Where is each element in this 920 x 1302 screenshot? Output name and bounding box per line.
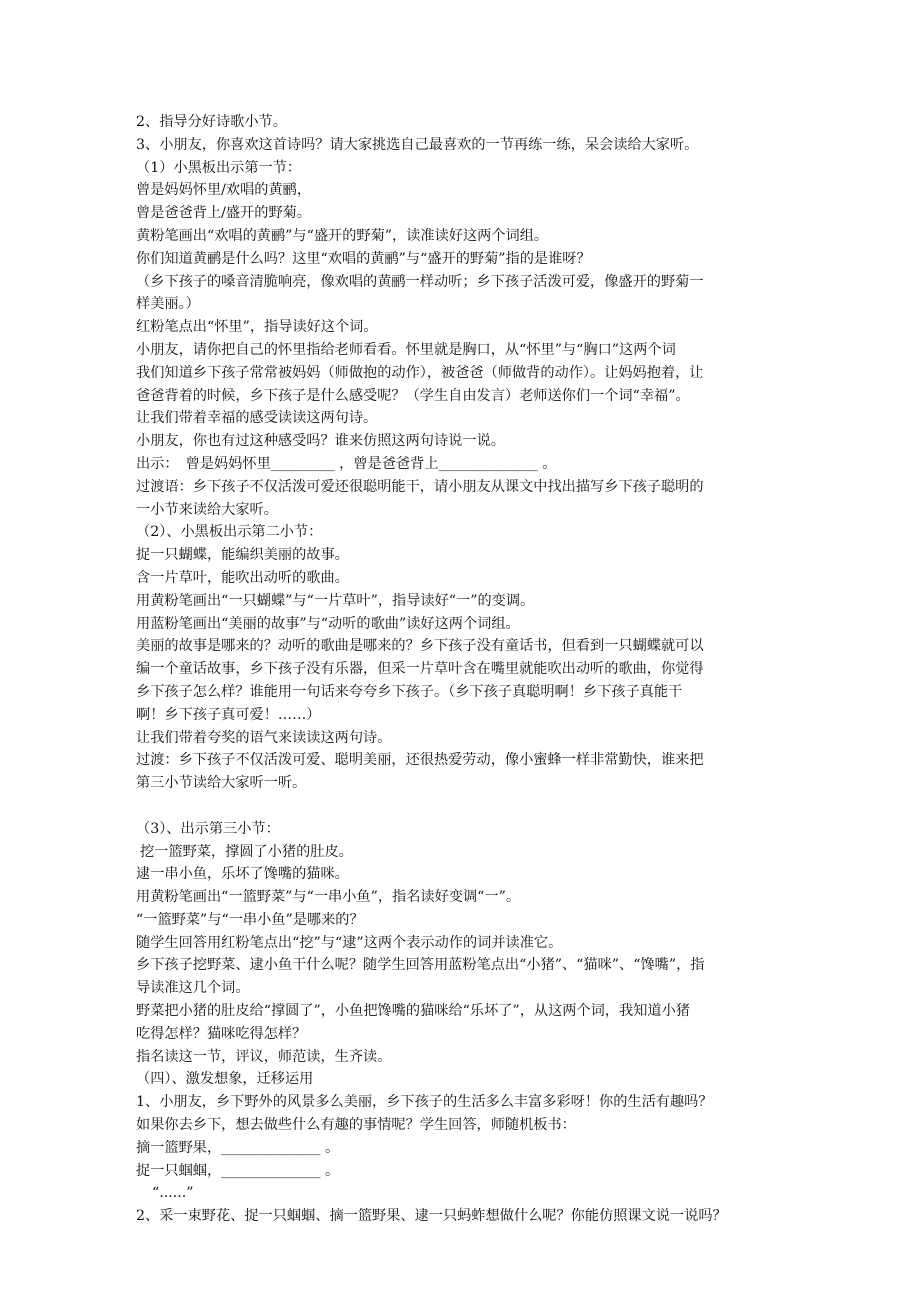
- text-line: 挖一篮野菜，撑圆了小猪的肚皮。: [140, 843, 353, 860]
- text-line: （乡下孩子的嗓音清脆响亮，像欢唱的黄鹂一样动听；乡下孩子活泼可爱，像盛开的野菊一: [136, 273, 704, 290]
- text-line: 样美丽。）: [136, 296, 200, 313]
- text-line: 一小节来读给大家听。: [136, 501, 278, 518]
- text-line: 导读准这几个词。: [136, 980, 250, 997]
- text-line: 如果你去乡下，想去做些什么有趣的事情呢？学生回答，师随机板书：: [136, 1117, 576, 1134]
- text-line: （四）、激发想象，迁移运用: [136, 1071, 314, 1088]
- text-line: 用蓝粉笔画出“美丽的故事”与“动听的歌曲”读好这两个词组。: [136, 615, 520, 632]
- text-line: 曾是妈妈怀里/欢唱的黄鹂，: [136, 182, 312, 199]
- text-line: 摘一篮野果，______________ 。: [136, 1139, 340, 1156]
- text-line: 让我们带着夸奖的语气来读读这两句诗。: [136, 729, 392, 746]
- text-line: （1）小黑板出示第一节：: [136, 159, 302, 176]
- text-line: 第三小节读给大家听一听。: [136, 775, 307, 792]
- text-line: 吃得怎样？猫咪吃得怎样？: [136, 1025, 307, 1042]
- text-line: “一篮野菜”与“一串小鱼”是哪来的？: [136, 911, 364, 928]
- text-line: 你们知道黄鹂是什么吗？这里“欢唱的黄鹂”与“盛开的野菊”指的是谁呀？: [136, 250, 591, 267]
- text-line: 黄粉笔画出“欢唱的黄鹂”与“盛开的野菊”，读准读好这两个词组。: [136, 227, 549, 244]
- text-line: 我们知道乡下孩子常常被妈妈（师做抱的动作），被爸爸（师做背的动作）。让妈妈抱着，让: [136, 364, 704, 381]
- text-line: 捉一只蝴蝶，能编织美丽的故事。: [136, 547, 349, 564]
- text-line: 2、指导分好诗歌小节。: [136, 114, 287, 130]
- document-body: [136, 111, 796, 1228]
- text-line: 让我们带着幸福的感受读读这两句诗。: [136, 410, 378, 427]
- text-line: 野菜把小猪的肚皮给“撑圆了”，小鱼把馋嘴的猫咪给“乐坏了”，从这两个词，我知道小猪: [136, 1003, 690, 1020]
- text-line: 编一个童话故事，乡下孩子没有乐器，但采一片草叶含在嘴里就能吹出动听的歌曲，你觉得: [136, 661, 704, 678]
- text-line: 逮一串小鱼，乐坏了馋嘴的猫咪。: [136, 866, 349, 883]
- text-line: 2、采一束野花、捉一只蝈蝈、摘一篮野果、逮一只蚂蚱想做什么呢？你能仿照课文说一说吗？: [136, 1208, 727, 1225]
- text-line: 乡下孩子怎么样？谁能用一句话来夸夸乡下孩子。（乡下孩子真聪明啊！乡下孩子真能干: [136, 683, 683, 700]
- text-line: （3）、出示第三小节：: [136, 820, 280, 837]
- text-line: 含一片草叶，能吹出动听的歌曲。: [136, 569, 349, 586]
- blank-line: [136, 795, 796, 818]
- text-line: 乡下孩子挖野菜、逮小鱼干什么呢？随学生回答用蓝粉笔点出“小猪”、“猫咪”、“馋嘴”，指: [136, 957, 705, 974]
- text-line: 出示： 曾是妈妈怀里_________ ，曾是爸爸背上______________ 。: [136, 455, 557, 472]
- text-line: 3、小朋友，你喜欢这首诗吗？请大家挑选自己最喜欢的一节再练一练，呆会读给大家听。: [136, 136, 699, 153]
- text-line: 指名读这一节，评议，师范读，生齐读。: [136, 1048, 392, 1065]
- text-line: 美丽的故事是哪来的？动听的歌曲是哪来的？乡下孩子没有童话书，但看到一只蝴蝶就可以: [136, 638, 704, 655]
- text-line: 捉一只蝈蝈，______________ 。: [136, 1162, 340, 1179]
- text-line: 曾是爸爸背上/盛开的野菊。: [136, 205, 312, 222]
- text-line: 小朋友，请你把自己的怀里指给老师看看。怀里就是胸口，从“怀里”与“胸口”这两个词: [136, 341, 676, 358]
- text-line: 过渡：乡下孩子不仅活泼可爱、聪明美丽，还很热爱劳动，像小蜜蜂一样非常勤快，谁来把: [136, 752, 704, 769]
- text-line: 1、小朋友，乡下野外的风景多么美丽，乡下孩子的生活多么丰富多彩呀！你的生活有趣吗？: [136, 1094, 713, 1111]
- text-line: 用黄粉笔画出“一篮野菜”与“一串小鱼”，指名读好变调“一”。: [136, 889, 521, 906]
- text-line: “......”: [152, 1185, 194, 1202]
- text-line: 用黄粉笔画出“一只蝴蝶”与“一片草叶”，指导读好“一”的变调。: [136, 592, 535, 609]
- text-line: 啊！乡下孩子真可爱！……）: [136, 706, 321, 723]
- text-line: （2）、小黑板出示第二小节：: [136, 524, 323, 541]
- text-line: 小朋友，你也有过这种感受吗？谁来仿照这两句诗说一说。: [136, 433, 505, 450]
- text-line: 随学生回答用红粉笔点出“挖”与“逮”这两个表示动作的词并读准它。: [136, 934, 563, 951]
- text-line: 爸爸背着的时候，乡下孩子是什么感受呢？（学生自由发言）老师送你们一个词“幸福”。: [136, 387, 690, 404]
- text-line: 过渡语：乡下孩子不仅活泼可爱还很聪明能干，请小朋友从课文中找出描写乡下孩子聪明的: [136, 478, 704, 495]
- text-line: 红粉笔点出“怀里”，指导读好这个词。: [136, 319, 378, 336]
